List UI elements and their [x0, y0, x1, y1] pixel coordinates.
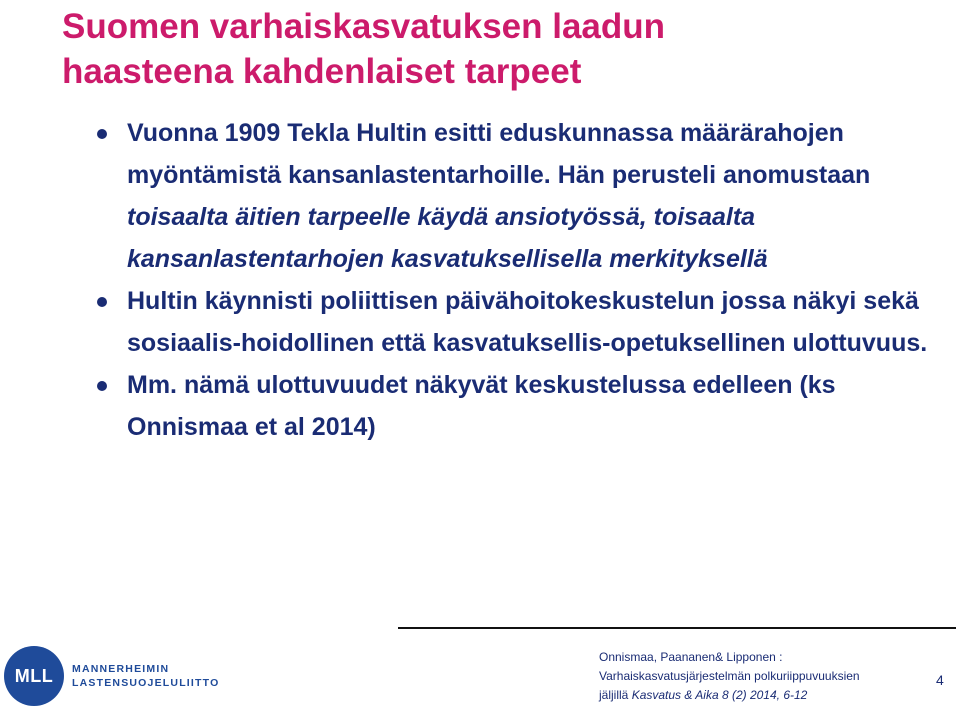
- source-line-2: Varhaiskasvatusjärjestelmän polkuriippuvuuksien: [599, 669, 860, 683]
- bullet-item: [95, 364, 945, 448]
- bullet-text: Mm. nämä ulottuvuudet näkyvät keskustelussa edelleen (ks Onnismaa et al 2014): [127, 371, 836, 441]
- footer-divider: [398, 627, 956, 629]
- bullet-dot-icon: [97, 129, 107, 139]
- bullet-text-italic: toisaalta äitien tarpeelle käydä ansiotyössä, toisaalta kansanlastentarhojen kasvatuksellisella merkityksellä: [127, 203, 768, 273]
- mll-logo: [4, 646, 219, 706]
- source-citation: [599, 648, 929, 705]
- bullet-item: [95, 112, 945, 280]
- bullet-text: Hultin käynnisti poliittisen päivähoitokeskustelun jossa näkyi sekä sosiaalis-hoidollinen että kasvatuksellis-opetuksellinen ulottuvuus.: [127, 287, 928, 357]
- bullet-item: [95, 280, 945, 364]
- bullet-dot-icon: [97, 297, 107, 307]
- title-line-1: Suomen varhaiskasvatuksen laadun: [62, 7, 666, 46]
- page-number: 4: [936, 672, 944, 688]
- bullet-list: [95, 112, 945, 448]
- slide-title: [62, 4, 942, 94]
- bullet-dot-icon: [97, 381, 107, 391]
- source-line-3: [599, 686, 929, 705]
- source-line-3-prefix: jäljillä: [599, 688, 632, 702]
- source-line-3-italic: Kasvatus & Aika 8 (2) 2014, 6-12: [631, 688, 808, 702]
- bullet-text: Vuonna 1909 Tekla Hultin esitti eduskunnassa määrärahojen myöntämistä kansanlastentarhoille. Hän perusteli anomustaan: [127, 119, 871, 189]
- logo-name-line-1: MANNERHEIMIN: [72, 663, 170, 675]
- logo-name-line-2: LASTENSUOJELULIITTO: [72, 677, 220, 689]
- logo-circle-icon: MLL: [4, 646, 64, 706]
- logo-text: [72, 662, 219, 690]
- title-line-2: haasteena kahdenlaiset tarpeet: [62, 52, 582, 91]
- source-line-1: Onnismaa, Paananen& Lipponen :: [599, 650, 783, 664]
